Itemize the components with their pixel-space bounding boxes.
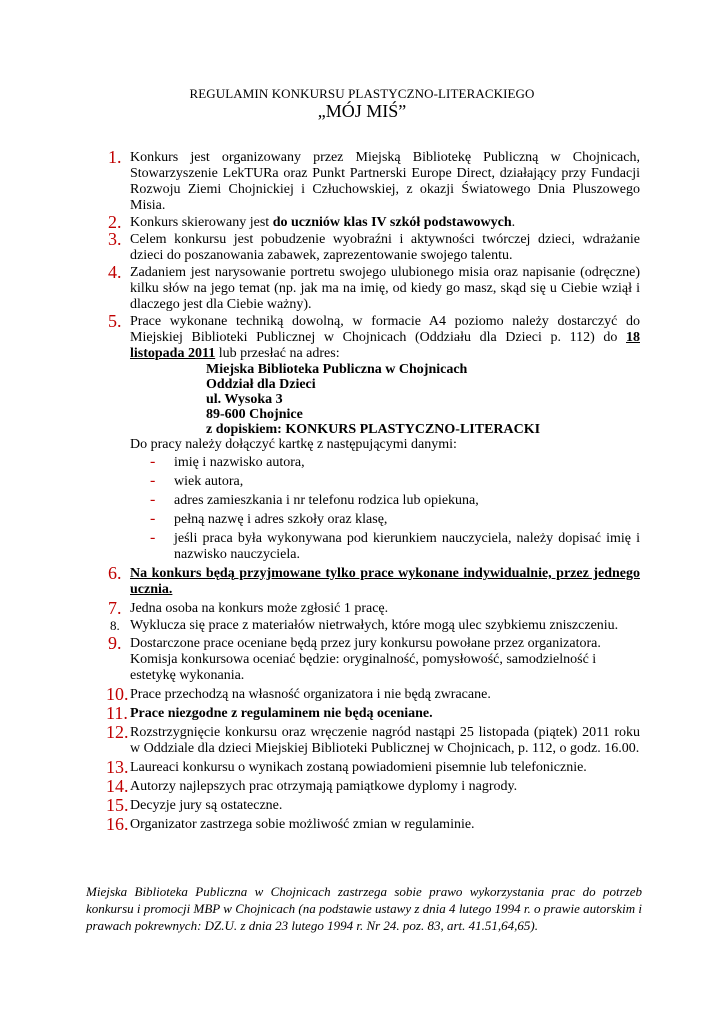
deadline-date: 18 listopada 2011 [130,330,640,361]
rule-7 [108,598,640,618]
address-line: Oddział dla Dzieci [206,377,316,392]
rule-1 [108,147,640,214]
rule-number: 12. [106,722,129,742]
dash-bullet: - [150,491,156,508]
dash-bullet: - [150,472,156,489]
rule-8 [108,618,640,634]
rule-number: 3. [108,229,122,249]
rule-11 [106,703,640,723]
rule-number: 5. [108,311,122,331]
address-line: 89-600 Chojnice [206,407,303,422]
address-line: ul. Wysoka 3 [206,392,283,407]
dash-bullet: - [150,510,156,527]
rule-text: Na konkurs będą przyjmowane tylko prace wykonane indywidualnie, przez jednego ucznia. [130,566,640,597]
list-item [130,493,640,509]
rule-number: 11. [106,703,128,723]
rule-text: . [511,215,516,230]
list-item-text: jeśli praca była wykonywana pod kierunkiem nauczyciela, należy dopisać imię i nazwisko nauczyciela. [174,531,640,562]
rule-number: 6. [108,563,122,583]
rule-9 [108,633,640,684]
rule-3 [108,229,640,264]
rule-15 [106,795,640,815]
rule-number: 13. [106,757,129,777]
rule-text-block [130,314,640,362]
rules-list [106,147,640,834]
rule-number: 14. [106,776,129,796]
dash-bullet: - [150,529,156,546]
list-item [130,474,640,490]
rule-13 [106,757,640,777]
rule-text: Prace wykonane techniką dowolną, w formacie A4 poziomo należy dostarczyć do Miejskiej Biblioteki Publicznej w Chojnicach (Oddziału dla Dzieci p. 112) do [130,314,640,345]
copyright-note: Miejska Biblioteka Publiczna w Chojnicach zastrzega sobie prawo wykorzystania prac do potrzeb konkursu i promocji MBP w Chojnicach (na podstawie ustawy z dnia 4 lutego 1994 r. o prawie autorskim i prawach pokrewnych: DZ.U. z dnia 23 lutego 1994 r. Nr 24. poz. 83, art. 41.51,64,65). [86,884,642,933]
list-item [130,531,640,563]
rule-text: Autorzy najlepszych prac otrzymają pamiątkowe dyplomy i nagrody. [130,779,518,794]
rule-number: 4. [108,262,122,282]
list-item-text: wiek autora, [174,474,244,489]
rule-10 [106,684,640,704]
rule-text: Organizator zastrzega sobie możliwość zmian w regulaminie. [130,817,475,832]
card-intro: Do pracy należy dołączyć kartkę z następującymi danymi: [130,437,457,452]
rule-number: 7. [108,598,122,618]
rule-5 [108,311,640,563]
rule-text: Laureaci konkursu o wynikach zostaną powiadomieni pisemnie lub telefonicznie. [130,760,587,775]
rule-number: 2. [108,212,122,232]
list-item-text: imię i nazwisko autora, [174,455,305,470]
rule-2 [108,212,640,232]
rule-text: Konkurs skierowany jest [130,215,273,230]
rule-number: 1. [108,147,122,167]
rule-text: Rozstrzygnięcie konkursu oraz wręczenie nagród nastąpi 25 listopada (piątek) 2011 roku w Oddziale dla dzieci Miejskiej Biblioteki Publicznej w Chojnicach, p. 112, o godz. 16.00. [130,725,640,756]
address-line: z dopiskiem: KONKURS PLASTYCZNO-LITERACKI [206,422,541,437]
rule-text: Prace niezgodne z regulaminem nie będą oceniane. [130,706,433,721]
list-item [130,455,640,471]
rule-text: Prace przechodzą na własność organizatora i nie będą zwracane. [130,687,491,702]
rule-number: 16. [106,814,129,834]
dash-bullet: - [150,453,156,470]
rule-text: Zadaniem jest narysowanie portretu swojego ulubionego misia oraz napisanie (odręczne) kilku słów na jego temat (np. jak ma na imię, od kiedy go masz, skąd się u Ciebie wziął i dlaczego jest dla Ciebie ważny). [130,265,640,312]
rule-14 [106,776,640,796]
rule-text-bold: do uczniów klas IV szkół podstawowych [272,215,512,230]
rule-number: 8. [110,618,120,633]
rule-16 [106,814,640,834]
list-item [130,512,640,528]
document-title: REGULAMIN KONKURSU PLASTYCZNO-LITERACKIEGO [189,86,535,101]
rule-number: 10. [106,684,129,704]
rule-text: Jedna osoba na konkurs może zgłosić 1 pracę. [130,601,389,616]
list-item-text: pełną nazwę i adres szkoły oraz klasę, [174,512,388,527]
rule-text: Wyklucza się prace z materiałów nietrwałych, które mogą ulec szybkiemu zniszczeniu. [130,618,619,633]
rule-4 [108,262,640,313]
postal-address [130,362,640,437]
rule-text: Konkurs jest organizowany przez Miejską Bibliotekę Publiczną w Chojnicach, Stowarzyszenie LekTURa oraz Punkt Partnerski Europe Direct, działający przy Fundacji Rozwoju Ziemi Chojnickiej i Człuchowskiej, z okazji Światowego Dnia Pluszowego Misia. [130,150,640,213]
rule-number: 9. [108,633,122,653]
rule-text: Dostarczone prace oceniane będą przez jury konkursu powołane przez organizatora. Komisja konkursowa oceniać będzie: oryginalność, pomysłowość, samodzielność i estetykę wykonania. [130,636,601,683]
competition-name: „MÓJ MIŚ” [317,101,407,121]
address-line: Miejska Biblioteka Publiczna w Chojnicach [206,362,468,377]
card-items-list [130,455,640,563]
rule-text: lub przesłać na adres: [215,346,340,361]
rule-number: 15. [106,795,129,815]
rule-12 [106,722,640,757]
rule-text: Decyzje jury są ostateczne. [130,798,283,813]
rule-text: Celem konkursu jest pobudzenie wyobraźni i aktywności twórczej dzieci, wdrażanie dzieci do poszanowania zabawek, zaprezentowanie swojego talentu. [130,232,640,263]
rule-6 [108,563,640,598]
list-item-text: adres zamieszkania i nr telefonu rodzica lub opiekuna, [174,493,479,508]
